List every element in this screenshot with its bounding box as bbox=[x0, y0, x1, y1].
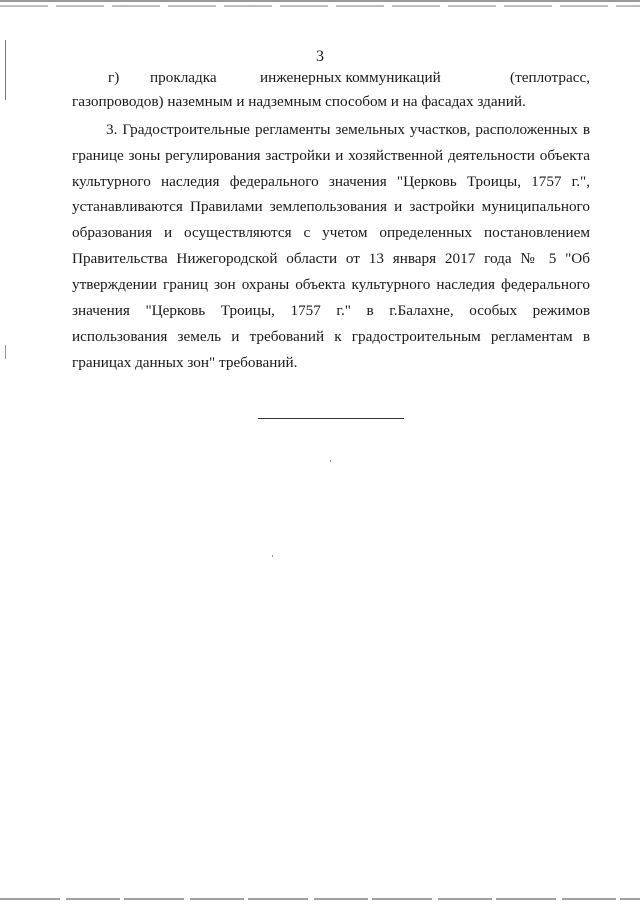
paragraph-3-line-2: границе зоны регулирования застройки и хозяйственной деятельности объекта bbox=[72, 147, 590, 164]
paragraph-3-line-7: утверждении границ зон охраны объекта культурного наследия федерального bbox=[72, 276, 590, 293]
paragraph-3-last-line: границах данных зон" требований. bbox=[72, 354, 298, 371]
item-g-line-2: газопроводов) наземным и надземным способом и на фасадах зданий. bbox=[72, 93, 526, 110]
item-g-word-3: (теплотрасс, bbox=[510, 69, 590, 86]
scan-border-top bbox=[0, 0, 640, 2]
paragraph-3-line-8: значения "Церковь Троицы, 1757 г." в г.Балахне, особых режимов bbox=[72, 302, 590, 319]
scan-border-bottom bbox=[0, 898, 640, 900]
page-number: 3 bbox=[316, 48, 324, 65]
paragraph-3-line-6: Правительства Нижегородской области от 13 января 2017 года № 5 "Об bbox=[72, 250, 590, 267]
paragraph-3-line-9: использования земель и требований к градостроительным регламентам в bbox=[72, 328, 590, 345]
paragraph-3-line-3: культурного наследия федерального значения "Церковь Троицы, 1757 г.", bbox=[72, 173, 590, 190]
paragraph-3-line-4: устанавливаются Правилами землепользования и застройки муниципального bbox=[72, 198, 590, 215]
scan-border-top-dashes bbox=[0, 5, 640, 7]
paragraph-3-line-1: 3. Градостроительные регламенты земельных участков, расположенных в bbox=[106, 121, 590, 138]
scan-left-edge-mark bbox=[5, 345, 6, 359]
item-g-word-2: инженерных коммуникаций bbox=[260, 69, 441, 86]
closing-rule bbox=[258, 418, 404, 419]
scan-speck bbox=[272, 555, 273, 557]
item-g-word-1: прокладка bbox=[150, 69, 217, 86]
item-g-marker: г) bbox=[108, 69, 120, 86]
scan-speck bbox=[330, 460, 331, 462]
paragraph-3-line-5: образования и осуществляются с учетом определенных постановлением bbox=[72, 224, 590, 241]
